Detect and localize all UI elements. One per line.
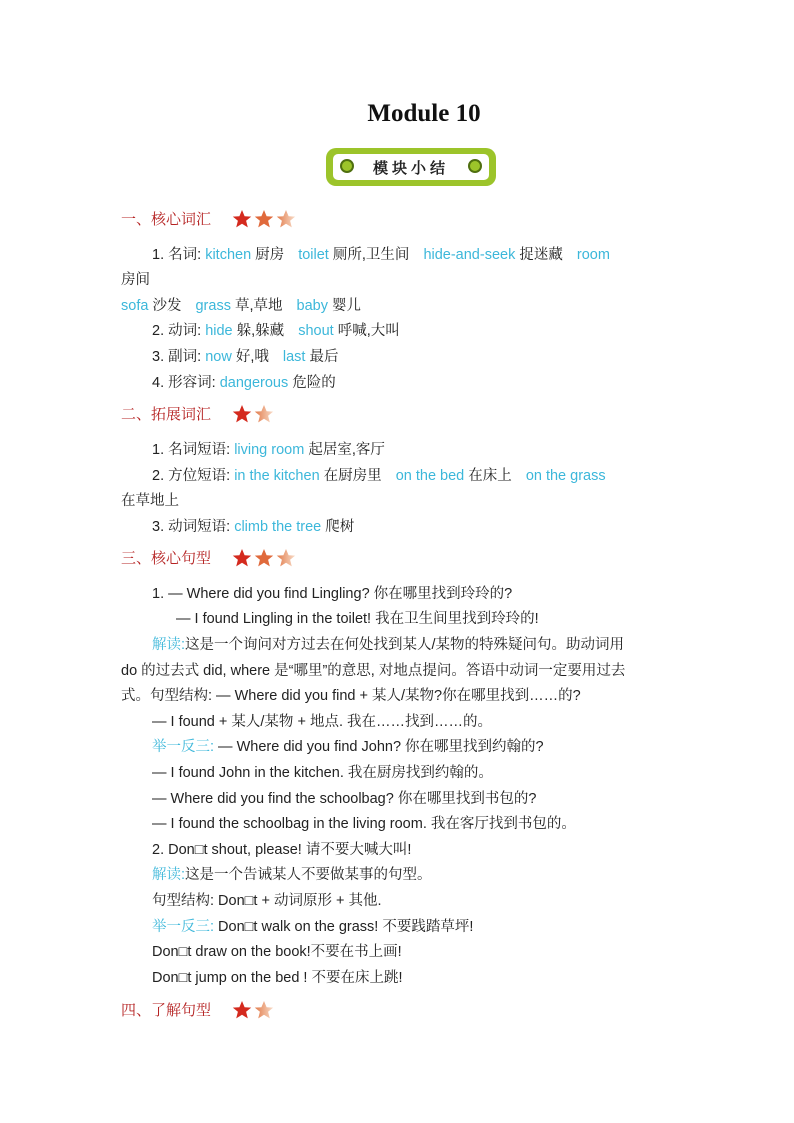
module-summary-badge: [326, 148, 496, 186]
adverb-line: 3. 副词: now 好,哦 last 最后: [152, 349, 339, 365]
example-7: Don□t jump on the bed ! 不要在床上跳!: [152, 970, 403, 986]
example-1: 举一反三: — Where did you find John? 你在哪里找到约翰的?: [152, 739, 544, 755]
noun-phrase-line: 1. 名词短语: living room 起居室,客厅: [152, 442, 385, 458]
section-understand-sentences: 四、了解句型: [121, 1001, 212, 1019]
example-2: — I found John in the kitchen. 我在厨房找到约翰的。: [152, 765, 493, 781]
example-3: — Where did you find the schoolbag? 你在哪里找到书包的?: [152, 791, 537, 807]
example-6: Don□t draw on the book!不要在书上画!: [152, 944, 402, 960]
room-translation: 房间: [121, 272, 150, 288]
explanation-1d: — I found + 某人/某物 + 地点. 我在……找到……的。: [152, 714, 493, 730]
grass-translation: 在草地上: [121, 493, 179, 509]
example-4: — I found the schoolbag in the living room. 我在客厅找到书包的。: [152, 816, 576, 832]
verb-line: 2. 动词: hide 躲,躲藏 shout 呼喊,大叫: [152, 323, 400, 339]
noun-line-2: sofa 沙发 grass 草,草地 baby 婴儿: [121, 298, 362, 314]
prep-phrase-line: 2. 方位短语: in the kitchen 在厨房里 on the bed 在床上 on the grass: [152, 468, 606, 484]
rating-stars-icon: [232, 547, 296, 569]
structure-2: 句型结构: Don□t + 动词原形 + 其他.: [152, 893, 382, 909]
verb-phrase-line: 3. 动词短语: climb the tree 爬树: [152, 519, 355, 535]
example-5: 举一反三: Don□t walk on the grass! 不要践踏草坪!: [152, 919, 474, 935]
explanation-1c: 式。句型结构: — Where did you find + 某人/某物?你在哪里找到……的?: [121, 688, 581, 704]
sentence-answer-1: — I found Lingling in the toilet! 我在卫生间里找到玲玲的!: [176, 611, 539, 627]
explanation-1: 解读:这是一个询问对方过去在何处找到某人/某物的特殊疑问句。助动词用: [152, 637, 625, 653]
sentence-2: 2. Don□t shout, please! 请不要大喊大叫!: [152, 842, 412, 858]
rating-stars-icon: [232, 208, 296, 230]
noun-line: 1. 名词: kitchen 厨房 toilet 厕所,卫生间 hide-and-seek 捉迷藏 room: [152, 247, 610, 263]
adjective-line: 4. 形容词: dangerous 危险的: [152, 375, 336, 391]
sentence-question-1: 1. — Where did you find Lingling? 你在哪里找到玲玲的?: [152, 586, 513, 602]
section-core-vocabulary: 一、核心词汇: [121, 210, 212, 228]
badge-label: 模块小结: [372, 159, 449, 177]
rating-stars-icon: [232, 999, 276, 1021]
explanation-2: 解读:这是一个告诫某人不要做某事的句型。: [152, 867, 432, 883]
explanation-1b: do 的过去式 did, where 是“哪里”的意思, 对地点提问。答语中动词一定要用过去: [121, 663, 626, 679]
page-title: Module 10: [367, 100, 481, 127]
rating-stars-icon: [232, 403, 276, 425]
section-core-sentences: 三、核心句型: [121, 549, 212, 567]
section-extended-vocabulary: 二、拓展词汇: [121, 405, 212, 423]
